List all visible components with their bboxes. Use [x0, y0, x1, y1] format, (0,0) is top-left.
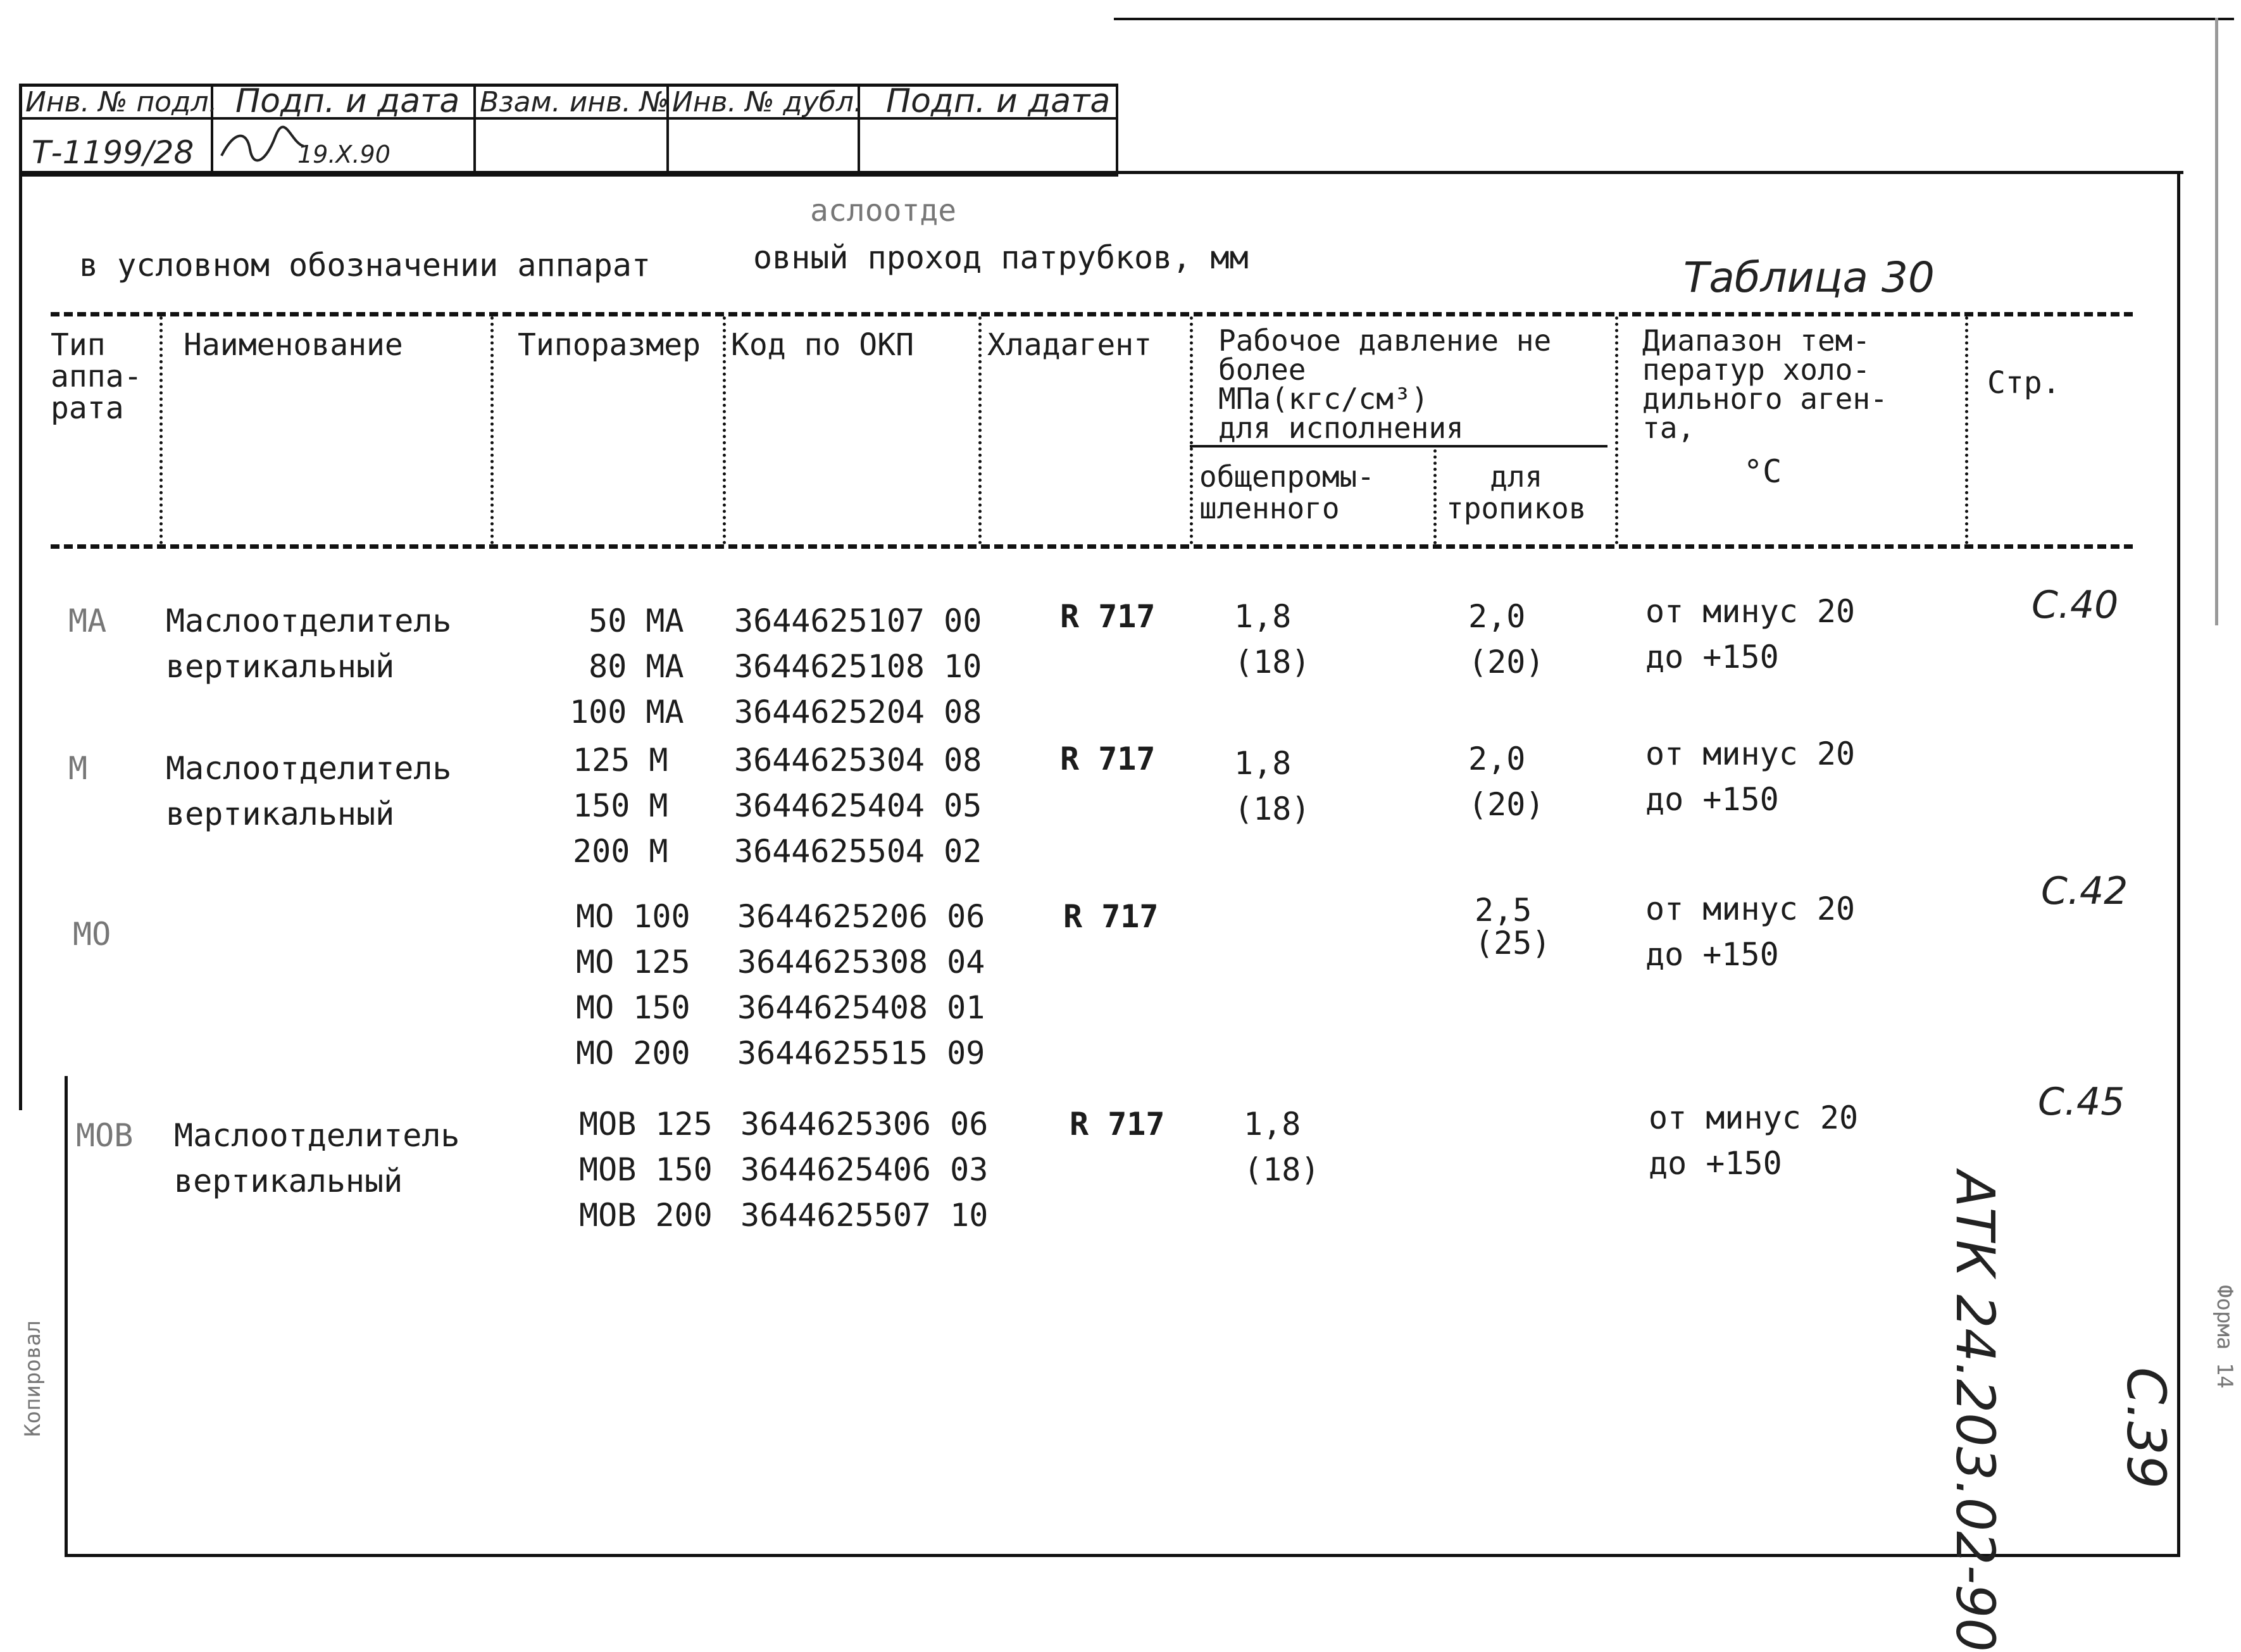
stamp-header-sign-2: Подп. и дата	[886, 82, 1111, 120]
col-header-name: Наименование	[184, 327, 403, 363]
group-agent: R 717	[1063, 898, 1159, 935]
col-divider	[978, 316, 982, 544]
group-agent: R 717	[1070, 1106, 1165, 1142]
col-header-page: Стр.	[1987, 365, 2061, 401]
signature-icon	[215, 124, 310, 170]
group-pressure-tropic: 2,0 (20)	[1468, 598, 1545, 680]
form-number: Форма 14	[2212, 1285, 2237, 1389]
group-sizes: 50 МА 80 МА 100 МА	[570, 603, 684, 730]
group-agent: R 717	[1060, 598, 1156, 635]
group-codes: 3644625206 06 3644625308 04 3644625408 01 3644625515 09	[737, 898, 985, 1072]
group-agent: R 717	[1060, 741, 1156, 777]
col-header-pressure: Рабочое давление не более МПа(кгс/см³) для исполнения	[1218, 323, 1552, 445]
stamp-header-replace: Взам. инв. №	[480, 86, 669, 118]
copied-mark: Копировал	[20, 1320, 46, 1437]
title-line-left: в условном обозначении аппарат	[79, 247, 651, 284]
group-temp-range: от минус 20 до +150	[1649, 1099, 1859, 1182]
document-designation: АТК 24.203.02-90	[1944, 1171, 2006, 1652]
header-bottom-rule	[51, 544, 2133, 549]
group-page-ref: С.45	[2038, 1080, 2125, 1124]
group-sizes: 125 М 150 М 200 М	[573, 742, 668, 870]
group-pressure-general: 1,8 (18)	[1234, 598, 1311, 680]
col-header-pressure-general: общепромы- шленного	[1199, 460, 1375, 525]
col-header-size: Типоразмер	[518, 327, 701, 363]
group-type: МА	[68, 603, 107, 639]
header-top-rule	[51, 312, 2133, 316]
col-divider	[159, 316, 163, 544]
col-header-type: Тип аппа- рата	[51, 327, 142, 426]
col-divider	[723, 316, 726, 544]
col-divider	[1190, 316, 1193, 544]
group-type: МОВ	[76, 1117, 134, 1154]
group-type: М	[68, 750, 88, 787]
col-header-agent: Хладагент	[987, 327, 1152, 363]
group-name: Маслоотделитель вертикальный	[174, 1117, 460, 1199]
group-pressure-tropic: 2,0 (20)	[1468, 741, 1545, 823]
group-temp-range: от минус 20 до +150	[1645, 891, 1856, 973]
col-header-temp: Диапазон тем- ператур холо- дильного аген- та,	[1642, 323, 1888, 445]
group-codes: 3644625304 08 3644625404 05 3644625504 02	[734, 742, 982, 870]
col-divider	[1433, 449, 1437, 544]
document-page-number: С.39	[2115, 1367, 2177, 1489]
col-header-temp-unit: °С	[1744, 453, 1782, 490]
group-page-ref: С.42	[2041, 869, 2128, 913]
title-line-right: овный проход патрубков, мм	[753, 239, 1249, 276]
group-type: МО	[73, 916, 111, 953]
group-codes: 3644625306 06 3644625406 03 3644625507 10	[740, 1106, 989, 1234]
group-page-ref: С.40	[2032, 583, 2119, 627]
stamp-sign-date: 19.X.90	[297, 141, 390, 168]
table-label: Таблица 30	[1683, 253, 1935, 302]
title-fragment: аслоотде	[810, 193, 957, 228]
group-sizes: МОВ 125 МОВ 150 МОВ 200	[579, 1106, 713, 1234]
stamp-inv-number: Т-1199/28	[32, 134, 194, 171]
group-sizes: МО 100 МО 125 МО 150 МО 200	[576, 898, 690, 1072]
pressure-subrule	[1190, 445, 1607, 447]
group-name: Маслоотделитель вертикальный	[166, 750, 452, 832]
group-pressure-general: 1,8 (18)	[1244, 1106, 1320, 1188]
group-temp-range: от минус 20 до +150	[1645, 593, 1856, 675]
col-divider	[1965, 316, 1968, 544]
group-temp-range: от минус 20 до +150	[1645, 735, 1856, 818]
group-codes: 3644625107 00 3644625108 10 3644625204 08	[734, 603, 982, 730]
col-divider	[490, 316, 494, 544]
group-pressure-tropic: 2,5 (25)	[1475, 892, 1551, 961]
group-pressure-general: 1,8 (18)	[1234, 745, 1311, 827]
stamp-header-inv: Инв. № подл.	[25, 86, 218, 118]
stamp-header-dup: Инв. № дубл.	[672, 86, 863, 118]
group-name: Маслоотделитель вертикальный	[166, 603, 452, 685]
stamp-header-sign: Подп. и дата	[235, 82, 460, 120]
col-header-pressure-tropic: для тропиков	[1446, 460, 1587, 525]
col-header-okp: Код по ОКП	[731, 327, 914, 363]
col-divider	[1615, 316, 1618, 544]
